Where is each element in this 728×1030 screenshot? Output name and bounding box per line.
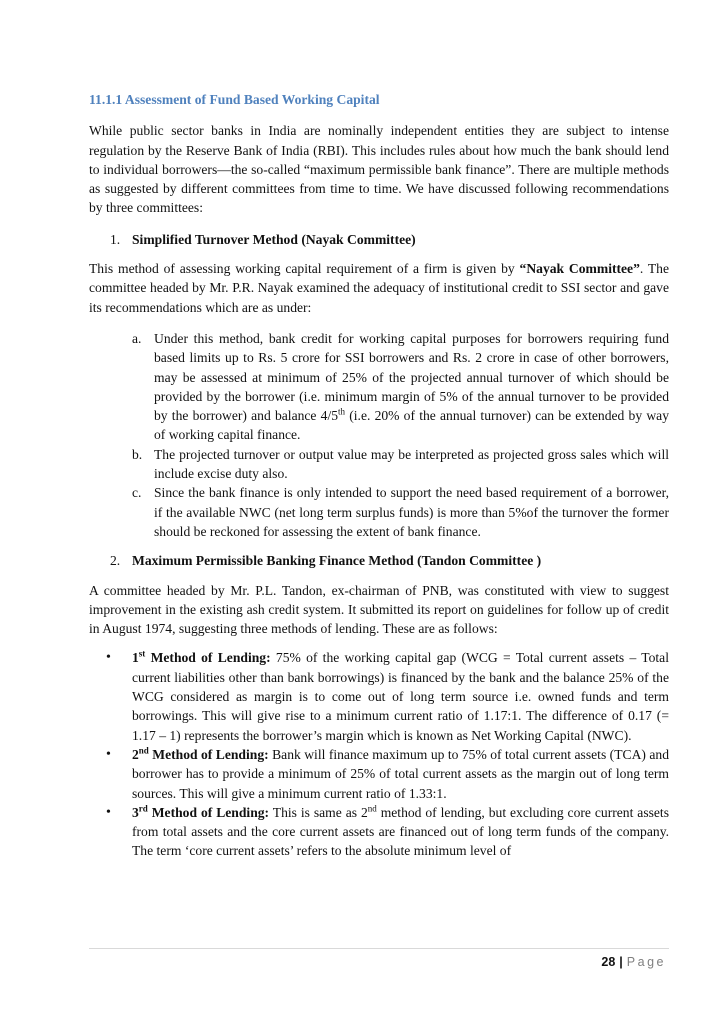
- bullet-num: 3: [132, 804, 139, 820]
- bullet-text-after: method of lending, but excluding core current assets from total assets and the core current assets are financed out of long term funds of the company. The term ‘core current assets’ refers to the absolute minimum level of: [132, 804, 669, 859]
- page-content: [89, 90, 669, 861]
- page-number: 28: [601, 955, 616, 969]
- page-footer: [601, 955, 666, 969]
- bullet-label: [132, 650, 271, 665]
- page-word: Page: [626, 955, 666, 969]
- section1-para-bold: “Nayak Committee”: [519, 261, 640, 277]
- intro-paragraph: While public sector banks in India are nominally independent entities they are subject to intense regulation by the Reserve Bank of India (RBI). This includes rules about how much the bank should lend to individual borrowers—the so-called “maximum permissible bank finance”. There are multiple methods as suggested by different committees from time to time. We have discussed following recommendations by three committees:: [89, 123, 669, 216]
- bullet-label-text: Method of Lending:: [145, 650, 271, 666]
- list-item: [89, 483, 669, 541]
- list-item-text: Since the bank finance is only intended to support the need based requirement of a borrower, if the available NWC (net long term surplus funds) is more than 5%of the turnover the former should be reckoned for assessing the extent of bank finance.: [154, 485, 669, 539]
- list-item: [89, 445, 669, 484]
- section1-heading: [89, 230, 669, 249]
- footer-divider: [89, 948, 669, 949]
- section1-title: Simplified Turnover Method (Nayak Committee): [132, 231, 416, 247]
- bullet-text-sup: nd: [367, 803, 377, 814]
- list-marker: a.: [132, 330, 142, 346]
- list-marker: b.: [132, 446, 143, 462]
- section1-paragraph: [89, 259, 669, 317]
- section1-para-before: This method of assessing working capital requirement of a firm is given by: [89, 261, 520, 277]
- bullet-text: Bank will finance maximum up to 75% of total current assets (TCA) and borrower has to provide a minimum of 25% of total current assets as the margin out of long term sources. This will give a minimum current ratio of 1.33:1.: [132, 746, 669, 801]
- section2-heading: [89, 551, 669, 570]
- bullet-item: [89, 745, 669, 803]
- bullet-dot: •: [106, 746, 111, 762]
- list-item-text: Under this method, bank credit for working capital purposes for borrowers requiring fund based limits up to Rs. 5 crore for SSI borrowers and Rs. 2 crore in case of other borrowers, may be assessed at minimum of 25% of the projected annual turnover of which should be provided by the borrower (i.e. minimum margin of 5% of the annual turnover to be provided by the borrower) and balance 4/5: [154, 330, 669, 424]
- bullet-sup: nd: [138, 745, 149, 756]
- bullet-item: [89, 803, 669, 861]
- bullet-num: 1: [132, 650, 139, 666]
- bullet-label-text: Method of Lending:: [148, 746, 269, 762]
- section1-list: [89, 329, 669, 541]
- section2-number: 2.: [110, 553, 121, 569]
- bullet-num: 2: [132, 746, 139, 762]
- section1-number: 1.: [110, 231, 121, 247]
- bullet-dot: •: [106, 804, 111, 820]
- bullet-label-text: Method of Lending:: [147, 804, 270, 820]
- bullet-sup: rd: [138, 803, 148, 814]
- bullet-sup: st: [138, 648, 146, 659]
- list-item-sup: th: [338, 406, 346, 417]
- bullet-text: This is same as 2: [269, 804, 368, 820]
- bullet-label: [132, 805, 269, 820]
- bullet-item: [89, 648, 669, 744]
- footer-separator: |: [619, 955, 623, 969]
- bullet-dot: •: [106, 650, 111, 666]
- list-item-text-after: (i.e. 20% of the annual turnover) can be extended by way of working capital finance.: [154, 408, 669, 443]
- section2-paragraph: A committee headed by Mr. P.L. Tandon, ex-chairman of PNB, was constituted with view to suggest improvement in the existing ash credit system. It submitted its report on guidelines for follow up of credit in August 1974, suggesting three methods of lending. These are as follows:: [89, 582, 669, 637]
- bullet-text: 75% of the working capital gap (WCG = Total current assets – Total current liabilities other than bank borrowings) is financed by the bank and the balance 25% of the WCG considered as margin is to come out of long term source i.e. owned funds and term borrowings. This will give rise to a minimum current ratio of 1.17:1. The difference of 0.17 (= 1.17 – 1) represents the borrower’s margin which is known as Net Working Capital (NWC).: [132, 650, 669, 743]
- list-item-text: The projected turnover or output value may be interpreted as projected gross sales which will include excise duty also.: [154, 446, 669, 482]
- bullet-label: [132, 747, 269, 762]
- section1-para-after: . The committee headed by Mr. P.R. Nayak examined the adequacy of institutional credit to SSI sector and gave its recommendations which are as under:: [89, 261, 670, 315]
- section2-title: Maximum Permissible Banking Finance Method (Tandon Committee ): [132, 553, 542, 569]
- section-heading: 11.1.1 Assessment of Fund Based Working Capital: [89, 92, 380, 107]
- list-marker: c.: [132, 485, 142, 501]
- list-item: [89, 329, 669, 445]
